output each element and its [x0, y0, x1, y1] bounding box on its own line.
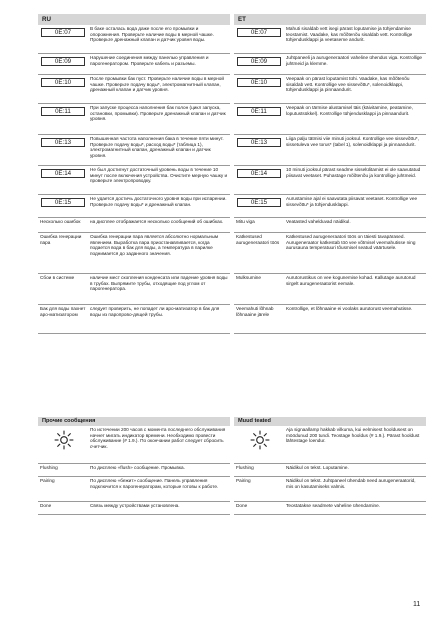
error-code-cell — [234, 166, 285, 194]
message-row — [38, 477, 230, 502]
message-description: По дисплею «бежит» сообщение. Панель управления подключится к парогенераторам, которые готовы к работе. — [90, 478, 219, 489]
error-label: Ошибка генерации пара — [40, 234, 82, 245]
error-description: При запуске процесса наполнения бак полон (цикл запуска, остановки, промывки). Проверьте дренажный клапан и датчик уровня. — [90, 105, 226, 122]
message-icon-cell — [234, 426, 285, 463]
et-other-messages — [234, 417, 426, 515]
error-description: Mahuti sisaldab vett isegi pärast loputamise ja tühjendamise teostamist. Vaadake, kas mõõtenõu sisaldab vett. Kontrollige tühjendusklappi ja veetaseme andurit. — [286, 26, 413, 43]
error-code: 0E:15 — [41, 198, 85, 207]
error-description: Liiga palju tätmisi viie minuti jooksul. Kontrollige vee sissevõttu*, sissetuleva vee torus* (tabel 1), solenoidklappi ja pinnaandurit. — [286, 136, 419, 147]
error-row — [234, 54, 426, 75]
error-row — [234, 305, 426, 334]
error-code: 0E:13 — [41, 138, 85, 147]
message-row — [234, 502, 426, 515]
error-description: Veepaak on pärast loputamist tühi. Vaadake, kas mõõtenõu sisaldab vett. Kontrollige vee sissevõttu*, solenoidklappi, tühjendusklappi ja pinnaandurit. — [286, 76, 410, 93]
message-description: Связь между устройствами установлена. — [90, 503, 180, 508]
message-label: Pairing — [236, 478, 251, 483]
message-description: По дисплею «flush» сообщение. Промывка. — [90, 465, 185, 470]
error-row — [234, 195, 426, 218]
message-row — [38, 464, 230, 477]
error-description: Aurustamise ajal ei saavutata piisavat veetaset. Kontrollige vee sissevõttu* ja tühjendusklappi. — [286, 196, 418, 207]
error-description: наличие мест скопления конденсата или падение уровня воды в трубах. Выпрямите трубы, отходящие под углом от парогенератора. — [90, 275, 228, 292]
error-description: Ошибка генерации пара является абсолютно нормальным явлением. Выработка пара приостанавливается, когда подается вода в бак для воды, а температура в парилке поднимается до заданного значения. — [90, 234, 219, 256]
error-description: Veatasted vahelduvad näidikul. — [286, 219, 351, 224]
error-code-cell — [234, 104, 285, 134]
error-row — [234, 135, 426, 166]
error-code: 0E:10 — [237, 78, 281, 87]
et-other-messages-title: Muud teated — [234, 417, 426, 426]
message-row — [234, 477, 426, 502]
error-code: 0E:15 — [237, 198, 281, 207]
ru-other-messages-title: Прочие сообщения — [38, 417, 230, 426]
error-description: В баке осталась вода даже после его промывки и опорожнения. Проверьте наличие воды в мерной чашке. Проверьте дренажный клапан и датчик уровня воды. — [90, 26, 214, 43]
error-description: После промывки бак пуст. Проверьте наличие воды в мерной чашке. Проверьте подачу воды*, электромагнитный клапан, дренажный клапан и датчик уровня. — [90, 76, 224, 93]
error-code-cell — [234, 75, 285, 103]
ru-other-messages — [38, 417, 230, 515]
et-language-header: ET — [234, 14, 426, 25]
error-code: 0E:07 — [237, 28, 281, 37]
error-code: 0E:10 — [41, 78, 85, 87]
error-code-cell — [38, 104, 89, 134]
error-label: Mitu viga — [236, 219, 255, 224]
message-row — [38, 426, 230, 464]
error-label: Сбои в системе — [40, 275, 75, 280]
error-description: следует проверить, не попадет ли аро-матизатор в бак для воды из паропрово-дящей трубы. — [90, 306, 220, 317]
error-row — [38, 25, 230, 54]
error-description: Не удается достичь достаточного уровня воды при испарении. Проверьте подачу воды* и дренажный клапан. — [90, 196, 227, 207]
message-description: Teostatakse seadmete vaheline ühendamine. — [286, 503, 381, 508]
error-row — [234, 218, 426, 233]
error-label: Mulksumine — [236, 275, 262, 280]
message-description: Näidikul on tekst. Loputamine. — [286, 465, 349, 470]
error-code: 0E:09 — [41, 57, 85, 66]
error-code-cell — [234, 54, 285, 74]
message-row — [38, 502, 230, 515]
error-code-cell — [234, 25, 285, 53]
error-code-cell — [38, 135, 89, 165]
error-row — [38, 218, 230, 233]
ru-other-messages-table — [38, 426, 230, 515]
error-label: Несколько ошибок — [40, 219, 81, 224]
ru-column — [38, 14, 230, 334]
message-label: Pairing — [40, 478, 55, 483]
sun-icon — [249, 429, 271, 451]
error-description: Veepaak on tärmise alustamisel täis (käivitamine, peatamine, loputustsükkel). Kontrollige tühjendusklappi ja pinnaandurit. — [286, 105, 413, 116]
error-description: Нарушение соединения между панелью управления и парогенератором. Проверьте кабель и разъемы. — [90, 55, 209, 66]
error-row — [234, 233, 426, 274]
error-code-cell — [38, 166, 89, 194]
error-row — [38, 195, 230, 218]
error-code-cell — [38, 54, 89, 74]
message-row — [234, 464, 426, 477]
et-column — [234, 14, 426, 334]
error-code-cell — [38, 195, 89, 217]
message-description: Näidikul on tekst. Juhtpaneel ühendab need aurugeneraatorid, mis on kasutamiseks valmis. — [286, 478, 416, 489]
error-description: Katkestused aurugeneraatori töös on täiesti tavapärased. Aurugeneraator katkestab töö vee võtmisel veemahutisse ning aurusauna temperatuuri tõusmisel seatud väärtusele. — [286, 234, 416, 251]
error-code: 0E:13 — [237, 138, 281, 147]
message-row — [234, 426, 426, 464]
et-error-table — [234, 25, 426, 334]
page-number: 11 — [413, 601, 421, 608]
error-code: 0E:07 — [41, 28, 85, 37]
error-row — [38, 274, 230, 305]
error-row — [234, 104, 426, 135]
message-label: Flushing — [236, 465, 254, 470]
error-row — [38, 135, 230, 166]
et-other-messages-table — [234, 426, 426, 515]
ru-error-table — [38, 25, 230, 334]
error-description: Aurutorustikus on vee kogunemise kohad. Kallutage aurutorud sirgelt aurugeneraatorist eemale. — [286, 275, 416, 286]
message-label: Done — [40, 503, 52, 508]
error-row — [38, 166, 230, 195]
message-label: Done — [236, 503, 248, 508]
message-label: Flushing — [40, 465, 58, 470]
error-description: на дисплее отображается несколько сообщений об ошибках. — [90, 219, 224, 224]
error-row — [234, 166, 426, 195]
error-row — [234, 25, 426, 54]
message-icon-cell — [38, 426, 89, 463]
error-row — [234, 75, 426, 104]
sun-icon — [53, 429, 75, 451]
error-row — [38, 54, 230, 75]
error-label: Бак для воды пахнет аро-матизатором — [40, 306, 86, 317]
error-row — [38, 75, 230, 104]
error-description: Повышенная частота наполнения бака в течение пяти минут. Проверьте подачу воды*, расход воды* (таблица 1), электромагнитный клапан, дренажный клапан и датчик уровня. — [90, 136, 224, 158]
error-label: Veemahuti lõhnab lõhnaaine järele — [236, 306, 274, 317]
error-description: Не был достигнут достаточный уровень воды в течение 10 минут после включения устройства. Очистите мерную чашку и проверьте электропроводку. — [90, 167, 228, 184]
error-description: Kontrollige, et lõhnaaine ei voolaks aurutorust veemahutisse. — [286, 306, 413, 311]
error-code: 0E:14 — [41, 169, 85, 178]
error-code: 0E:11 — [237, 107, 281, 116]
error-row — [38, 104, 230, 135]
error-row — [38, 305, 230, 334]
error-code: 0E:11 — [41, 107, 85, 116]
error-code-cell — [38, 25, 89, 53]
error-description: 10 minuti jooksul pärast seadme sisselülitamist ei ole saavutatud piisavat veetaset. Puhastage mõõtenõu ja kontrollige juhtmeid. — [286, 167, 421, 178]
error-code-cell — [38, 75, 89, 103]
error-row — [38, 233, 230, 274]
message-description: Aja signaallamp hakkab vilkuma, kui eelmisest hooldusest on möödunud 200 tundi. Teostage hooldus (# 1.9.). Pärast hooldust lähtestage loendur. — [286, 427, 420, 444]
error-code-cell — [234, 195, 285, 217]
error-row — [234, 274, 426, 305]
error-code-cell — [234, 135, 285, 165]
error-label: Katkestused aurugeneraatori töös — [236, 234, 280, 245]
error-code: 0E:09 — [237, 57, 281, 66]
error-description: Juhtpaneeli ja aurugeneraatori vaheline ühendus viga. Kontrollige juhtmeid ja klemme. — [286, 55, 423, 66]
error-code: 0E:14 — [237, 169, 281, 178]
ru-language-header: RU — [38, 14, 230, 25]
message-description: По истечении 200 часов с момента последнего обслуживания начнет мигать индикатор времени. Необходимо провести обслуживание (# 1.9.). По окончании работ следует сбросить счетчик. — [90, 427, 226, 449]
